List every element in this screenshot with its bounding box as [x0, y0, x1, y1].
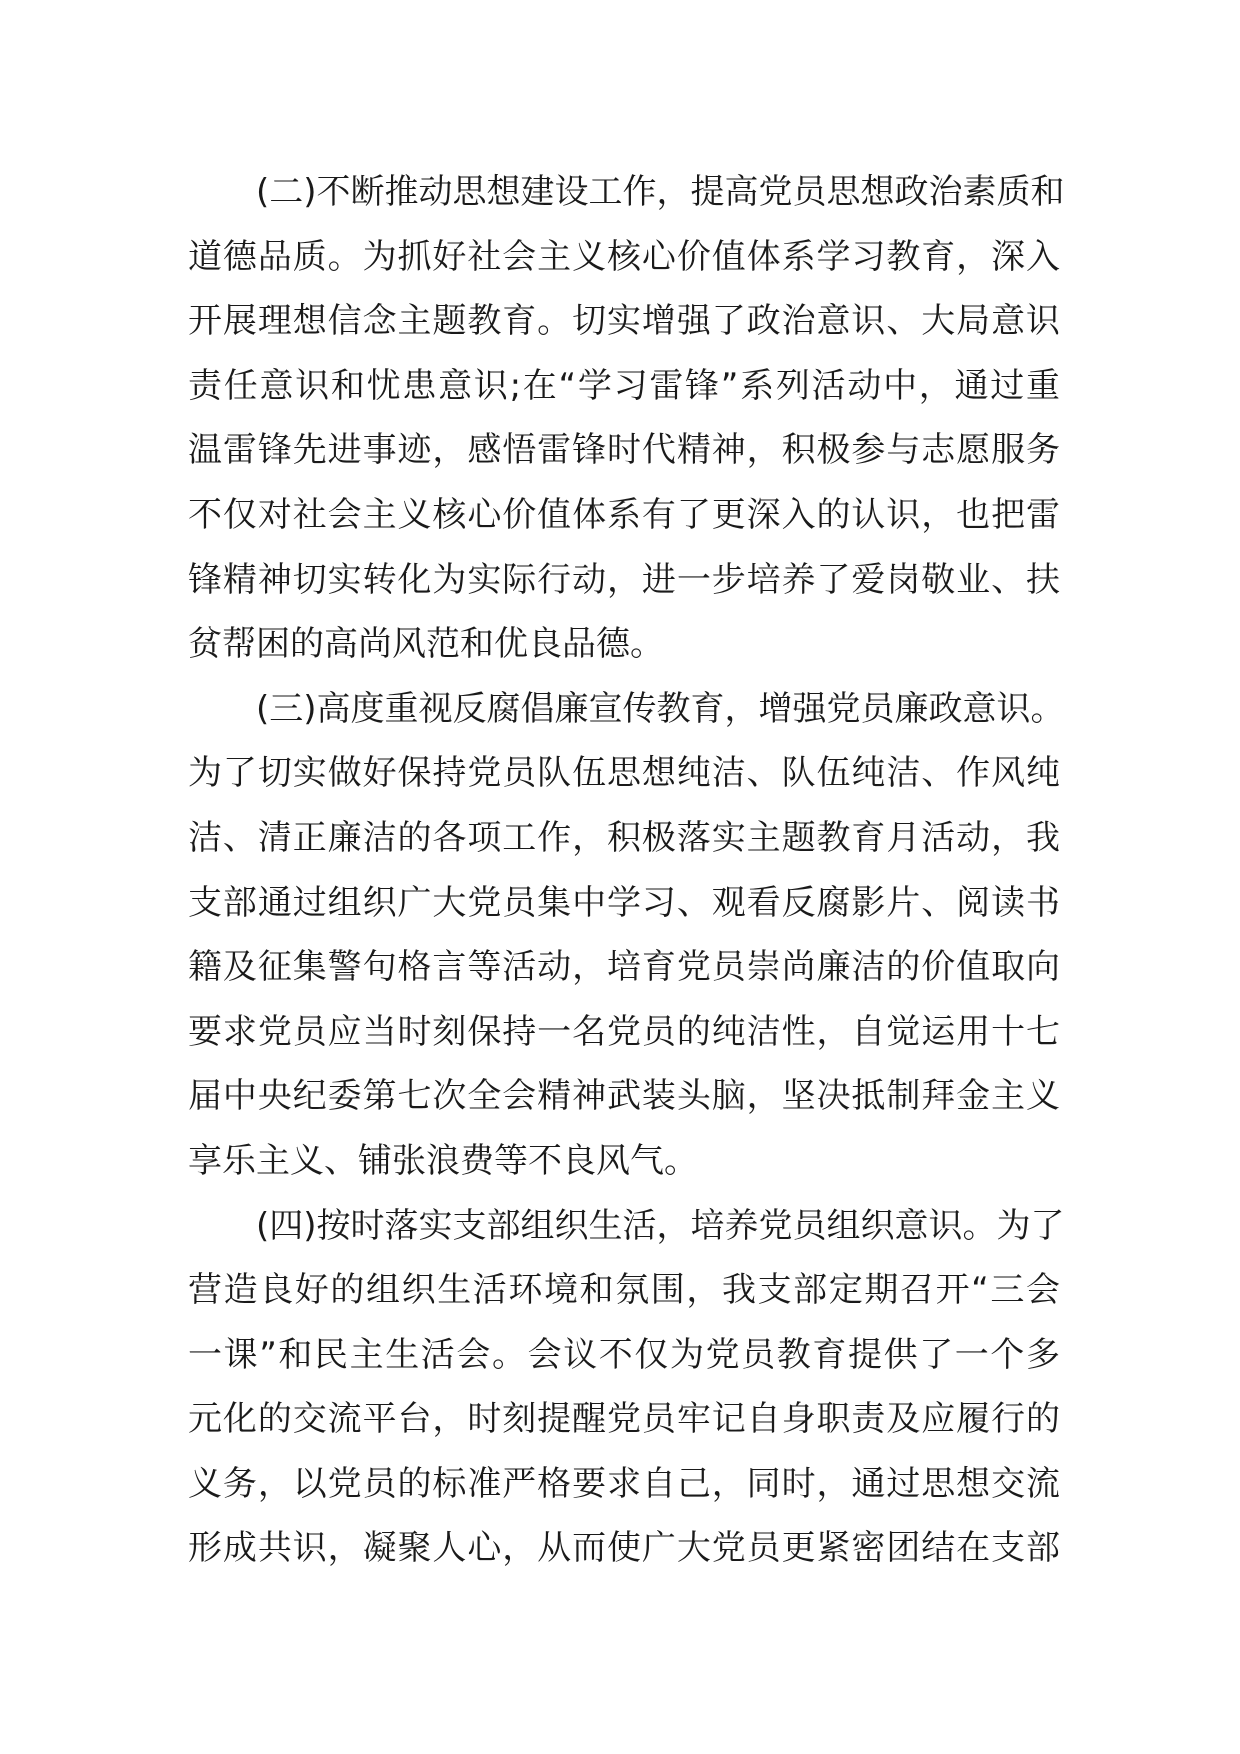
paragraph-line: 形成共识，凝聚人心，从而使广大党员更紧密团结在支部	[188, 1528, 1060, 1569]
paragraph-line: 籍及征集警句格言等活动，培育党员崇尚廉洁的价值取向	[188, 947, 1060, 988]
paragraph-line: 开展理想信念主题教育。切实增强了政治意识、大局意识	[188, 301, 1060, 342]
paragraph-line: (三)高度重视反腐倡廉宣传教育，增强党员廉政意识。	[256, 688, 1065, 729]
paragraph-line: 洁、清正廉洁的各项工作，积极落实主题教育月活动，我	[188, 817, 1060, 858]
paragraph-line: 营造良好的组织生活环境和氛围，我支部定期召开“三会	[188, 1270, 1060, 1311]
paragraph-line: 责任意识和忧患意识;在“学习雷锋”系列活动中，通过重	[188, 365, 1060, 406]
paragraph-line: 义务，以党员的标准严格要求自己，同时，通过思想交流	[188, 1463, 1060, 1504]
paragraph-line: 温雷锋先进事迹，感悟雷锋时代精神，积极参与志愿服务	[188, 430, 1060, 471]
paragraph-line: 届中央纪委第七次全会精神武装头脑，坚决抵制拜金主义	[188, 1076, 1060, 1117]
paragraph-line: 要求党员应当时刻保持一名党员的纯洁性，自觉运用十七	[188, 1011, 1060, 1052]
paragraph-line: 支部通过组织广大党员集中学习、观看反腐影片、阅读书	[188, 882, 1060, 923]
paragraph-line: (二)不断推动思想建设工作，提高党员思想政治素质和	[256, 172, 1065, 212]
paragraph-line: 元化的交流平台，时刻提醒党员牢记自身职责及应履行的	[188, 1399, 1060, 1440]
paragraph-line: 不仅对社会主义核心价值体系有了更深入的认识，也把雷	[188, 494, 1060, 535]
paragraph-line: (四)按时落实支部组织生活，培养党员组织意识。为了	[256, 1205, 1065, 1246]
document-body	[188, 160, 1065, 1581]
paragraph-3	[188, 677, 1065, 1194]
paragraph-2	[188, 160, 1065, 677]
paragraph-line: 为了切实做好保持党员队伍思想纯洁、队伍纯洁、作风纯	[188, 753, 1060, 794]
paragraph-line: 道德品质。为抓好社会主义核心价值体系学习教育，深入	[188, 236, 1060, 277]
paragraph-4	[188, 1194, 1065, 1582]
paragraph-line: 锋精神切实转化为实际行动，进一步培养了爱岗敬业、扶	[188, 559, 1060, 600]
paragraph-line: 贫帮困的高尚风范和优良品德。	[188, 624, 664, 665]
paragraph-line: 享乐主义、铺张浪费等不良风气。	[188, 1140, 698, 1181]
paragraph-line: 一课”和民主生活会。会议不仅为党员教育提供了一个多	[188, 1334, 1060, 1375]
